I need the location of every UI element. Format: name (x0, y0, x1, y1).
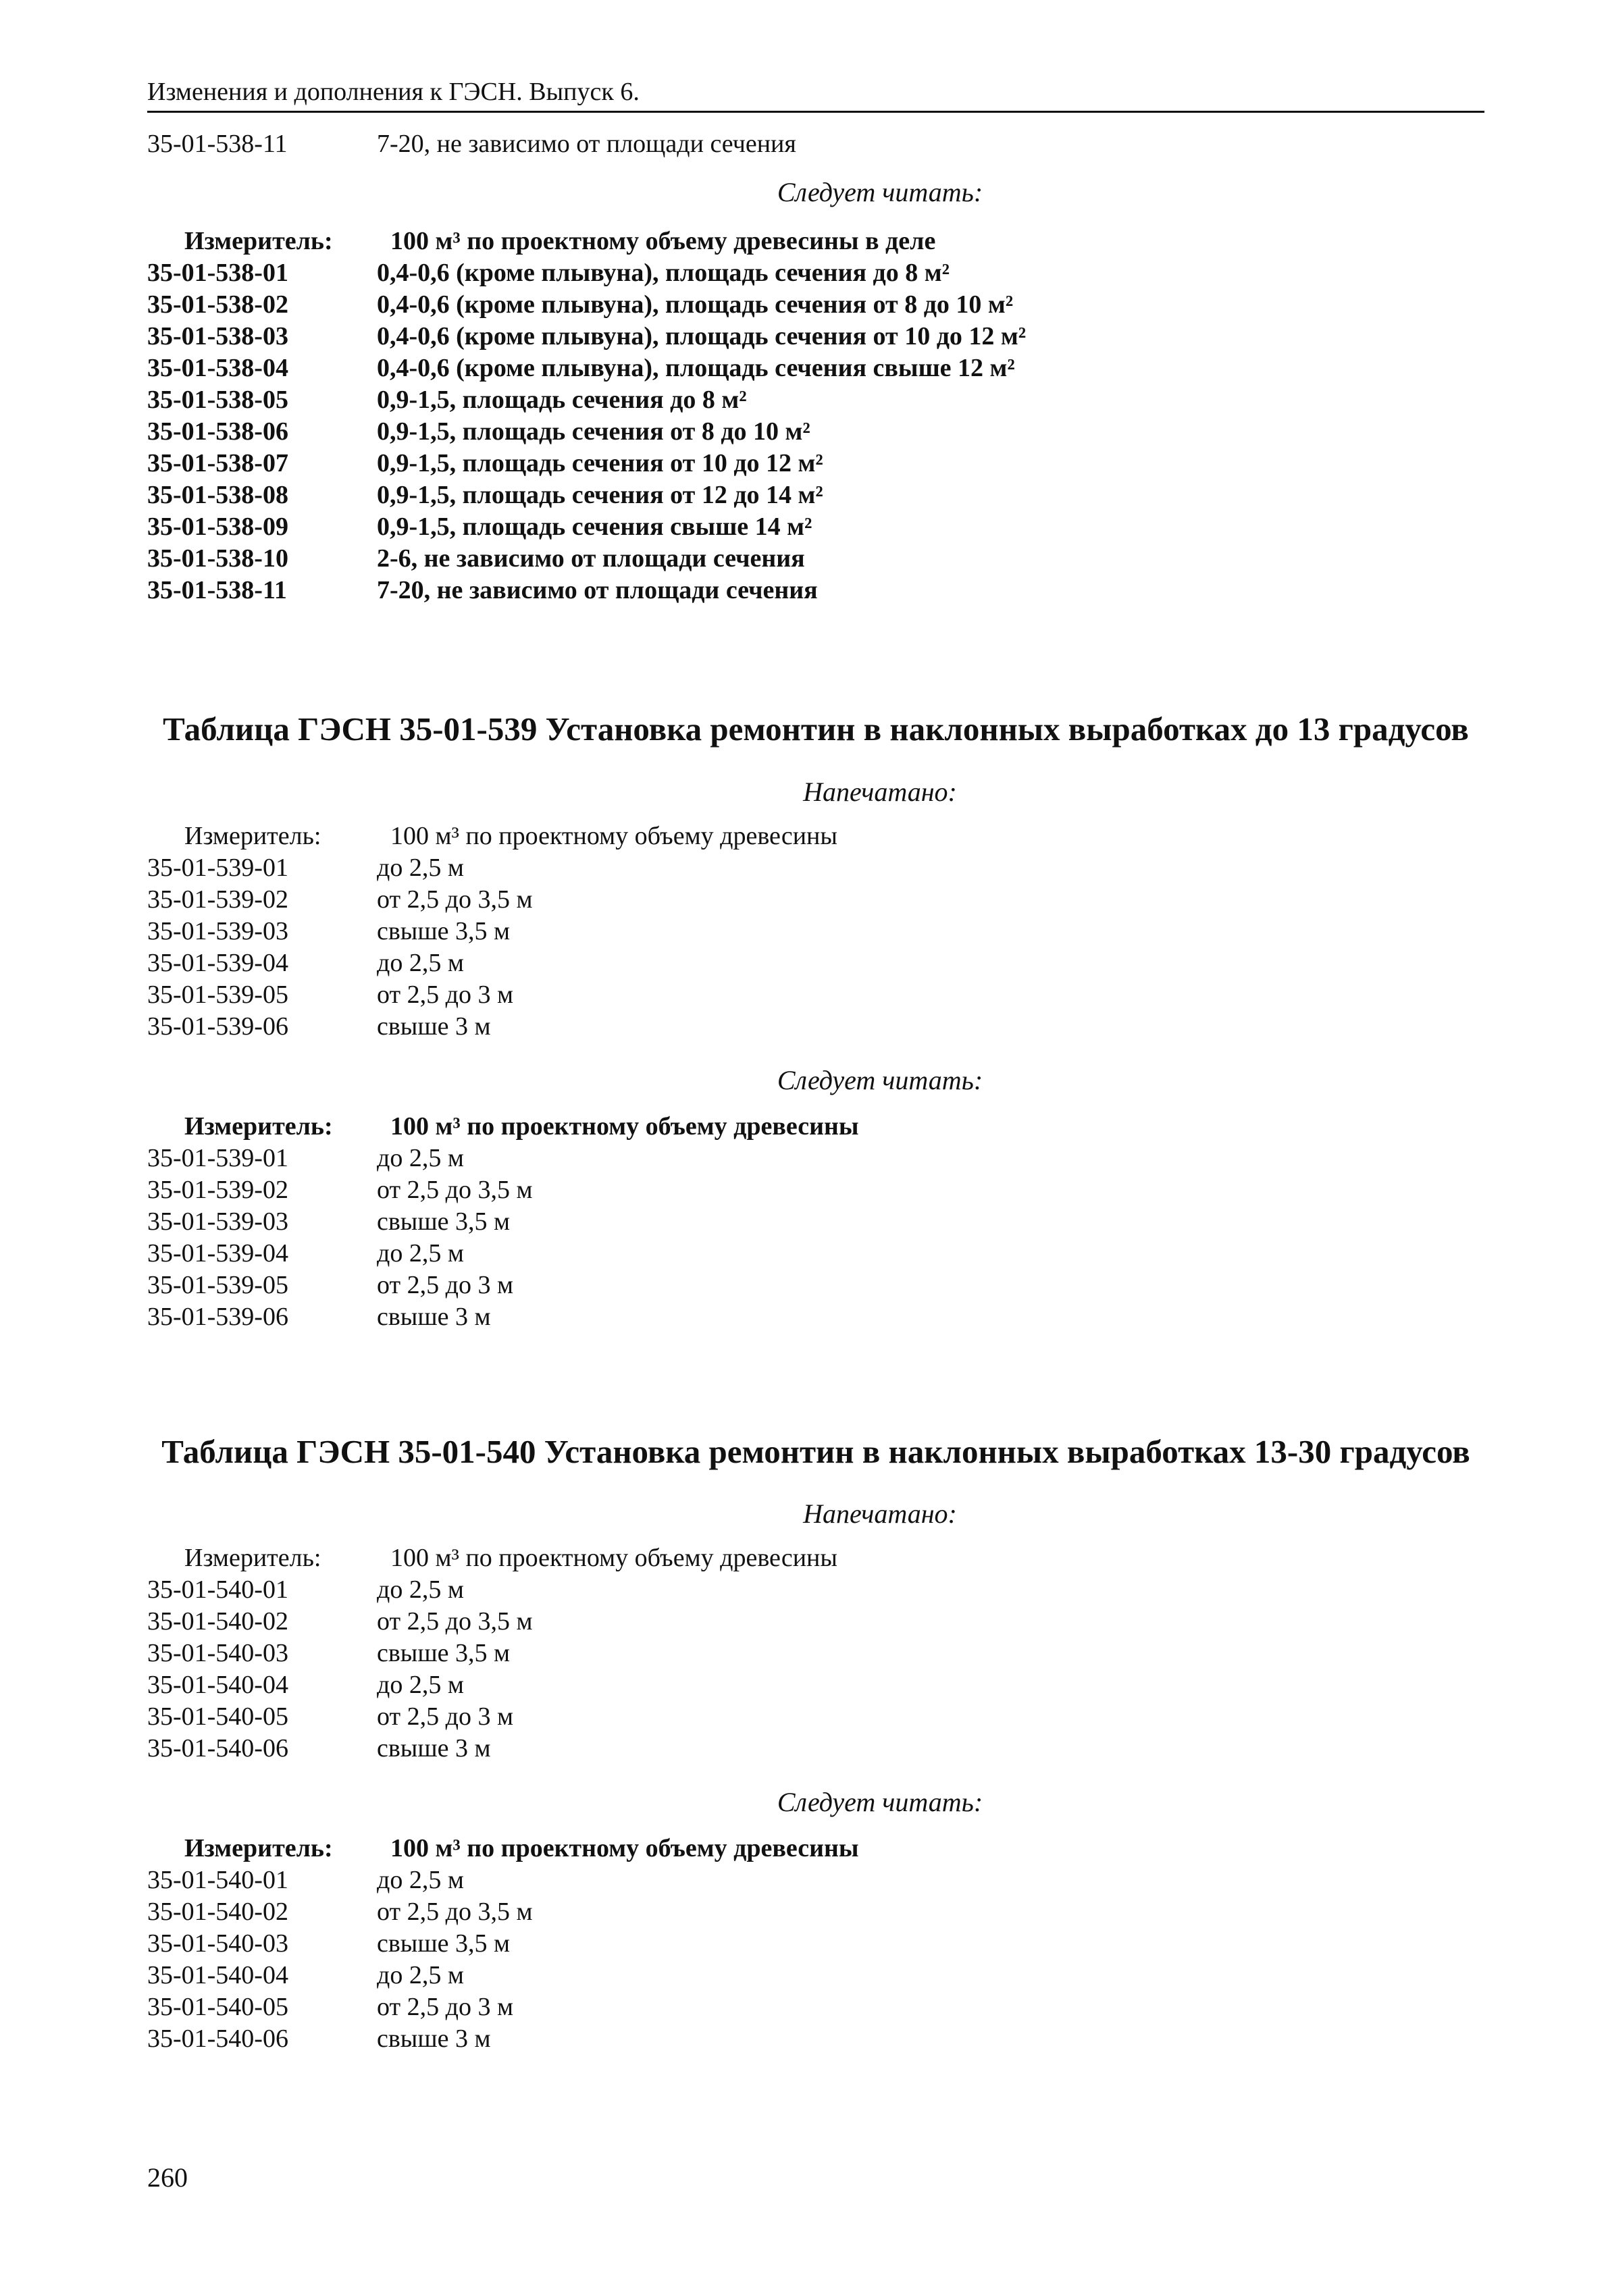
row-desc: 0,9-1,5, площадь сечения от 12 до 14 м² (377, 481, 823, 509)
measure-label: Измеритель: (184, 227, 333, 255)
row-desc: от 2,5 до 3 м (377, 1271, 513, 1299)
table-row (147, 1143, 1484, 1174)
row-desc: свыше 3,5 м (377, 1929, 511, 1958)
table-row (147, 1733, 1484, 1765)
row-code: 35-01-540-04 (147, 1961, 288, 1989)
table-row (147, 1270, 1484, 1301)
row-code: 35-01-540-02 (147, 1607, 288, 1636)
table-row (147, 321, 1484, 353)
row-code: 35-01-539-02 (147, 885, 288, 914)
row-desc: от 2,5 до 3,5 м (377, 1898, 533, 1926)
s539-printed-block (147, 820, 1484, 1043)
row-desc: свыше 3 м (377, 1303, 491, 1331)
row-desc: до 2,5 м (377, 1239, 464, 1268)
row-desc: 0,4-0,6 (кроме плывуна), площадь сечения от 8 до 10 м² (377, 290, 1014, 319)
s540-title: Таблица ГЭСН 35-01-540 Установка ремонтин в наклонных выработках 13-30 градусов (161, 1433, 1470, 1470)
row-desc: свыше 3,5 м (377, 917, 511, 945)
row-code: 35-01-538-05 (147, 386, 288, 414)
row-desc: от 2,5 до 3 м (377, 1993, 513, 2021)
table-row (147, 1669, 1484, 1701)
row-desc: 7-20, не зависимо от площади сечения (377, 130, 796, 158)
measure-value: 100 м³ по проектному объему древесины в деле (390, 227, 936, 255)
row-desc: свыше 3,5 м (377, 1639, 511, 1667)
row-desc: до 2,5 м (377, 1671, 464, 1699)
measure-row (147, 226, 1484, 257)
table-row (147, 128, 1484, 160)
row-code: 35-01-539-02 (147, 1176, 288, 1204)
table-row (147, 257, 1484, 289)
row-code: 35-01-538-03 (147, 322, 288, 350)
table-row (147, 479, 1484, 511)
page-header: Изменения и дополнения к ГЭСН. Выпуск 6. (147, 78, 640, 106)
s538-rows (147, 257, 1484, 606)
s540-printed-rows (147, 1574, 1484, 1765)
s538-read-caption: Следует читать: (777, 177, 983, 207)
s540-read-block (147, 1833, 1484, 2055)
row-code: 35-01-540-06 (147, 1734, 288, 1763)
table-row (147, 1011, 1484, 1043)
table-row (147, 1238, 1484, 1270)
table-row (147, 884, 1484, 916)
row-code: 35-01-538-09 (147, 513, 288, 541)
row-code: 35-01-539-06 (147, 1012, 288, 1041)
row-desc: 0,9-1,5, площадь сечения от 10 до 12 м² (377, 449, 823, 477)
table-row (147, 1174, 1484, 1206)
row-desc: от 2,5 до 3 м (377, 1702, 513, 1731)
table-row (147, 1301, 1484, 1333)
row-code: 35-01-538-11 (147, 130, 288, 158)
table-row (147, 1991, 1484, 2023)
row-code: 35-01-540-06 (147, 2025, 288, 2053)
measure-value: 100 м³ по проектному объему древесины (390, 822, 837, 850)
row-desc: свыше 3 м (377, 2025, 491, 2053)
row-desc: 0,9-1,5, площадь сечения до 8 м² (377, 386, 747, 414)
row-code: 35-01-539-03 (147, 917, 288, 945)
row-code: 35-01-540-03 (147, 1639, 288, 1667)
measure-row (147, 820, 1484, 852)
table-row (147, 979, 1484, 1011)
s538-printed-block (147, 128, 1484, 160)
row-code: 35-01-539-04 (147, 949, 288, 977)
s540-printed-block (147, 1542, 1484, 1765)
row-code: 35-01-540-01 (147, 1866, 288, 1894)
row-desc: от 2,5 до 3 м (377, 981, 513, 1009)
row-desc: до 2,5 м (377, 1961, 464, 1989)
row-desc: от 2,5 до 3,5 м (377, 1607, 533, 1636)
table-row (147, 1638, 1484, 1669)
row-code: 35-01-540-04 (147, 1671, 288, 1699)
s539-read-block (147, 1111, 1484, 1333)
row-code: 35-01-539-03 (147, 1207, 288, 1236)
table-row (147, 1206, 1484, 1238)
s540-read-caption: Следует читать: (777, 1787, 983, 1817)
row-code: 35-01-538-11 (147, 576, 287, 604)
table-row (147, 947, 1484, 979)
table-row (147, 916, 1484, 947)
s540-printed-caption: Напечатано: (803, 1498, 957, 1529)
s538-read-block (147, 226, 1484, 606)
table-row (147, 416, 1484, 448)
row-desc: 0,9-1,5, площадь сечения от 8 до 10 м² (377, 417, 810, 446)
row-desc: до 2,5 м (377, 1575, 464, 1604)
row-code: 35-01-538-02 (147, 290, 288, 319)
row-code: 35-01-538-07 (147, 449, 288, 477)
row-code: 35-01-540-01 (147, 1575, 288, 1604)
row-code: 35-01-539-05 (147, 1271, 288, 1299)
table-row (147, 1574, 1484, 1606)
table-row (147, 1928, 1484, 1960)
row-desc: 0,9-1,5, площадь сечения свыше 14 м² (377, 513, 812, 541)
row-desc: свыше 3 м (377, 1012, 491, 1041)
row-code: 35-01-538-04 (147, 354, 288, 382)
measure-row (147, 1833, 1484, 1864)
table-row (147, 384, 1484, 416)
row-code: 35-01-539-01 (147, 854, 288, 882)
s540-read-rows (147, 1864, 1484, 2055)
table-row (147, 448, 1484, 479)
table-row (147, 852, 1484, 884)
row-desc: от 2,5 до 3,5 м (377, 885, 533, 914)
s539-printed-caption: Напечатано: (803, 777, 957, 807)
row-code: 35-01-540-03 (147, 1929, 288, 1958)
row-code: 35-01-539-04 (147, 1239, 288, 1268)
table-row (147, 1896, 1484, 1928)
measure-value: 100 м³ по проектному объему древесины (390, 1544, 837, 1572)
measure-row (147, 1542, 1484, 1574)
row-code: 35-01-539-01 (147, 1144, 288, 1172)
table-row (147, 511, 1484, 543)
row-desc: до 2,5 м (377, 1144, 464, 1172)
measure-value: 100 м³ по проектному объему древесины (390, 1112, 859, 1141)
row-code: 35-01-540-02 (147, 1898, 288, 1926)
s539-read-rows (147, 1143, 1484, 1333)
row-desc: от 2,5 до 3,5 м (377, 1176, 533, 1204)
measure-label: Измеритель: (184, 1834, 333, 1862)
row-code: 35-01-538-10 (147, 544, 288, 573)
row-code: 35-01-538-08 (147, 481, 288, 509)
header-rule (147, 111, 1484, 113)
s539-printed-rows (147, 852, 1484, 1043)
measure-label: Измеритель: (184, 1544, 321, 1572)
table-row (147, 2023, 1484, 2055)
row-desc: до 2,5 м (377, 854, 464, 882)
measure-row (147, 1111, 1484, 1143)
table-row (147, 1606, 1484, 1638)
row-code: 35-01-539-05 (147, 981, 288, 1009)
page-number: 260 (147, 2162, 188, 2193)
measure-label: Измеритель: (184, 1112, 333, 1141)
table-row (147, 543, 1484, 575)
row-code: 35-01-538-06 (147, 417, 288, 446)
row-code: 35-01-538-01 (147, 259, 288, 287)
table-row (147, 1701, 1484, 1733)
row-desc: 0,4-0,6 (кроме плывуна), площадь сечения от 10 до 12 м² (377, 322, 1027, 350)
row-code: 35-01-540-05 (147, 1702, 288, 1731)
table-row (147, 353, 1484, 384)
row-desc: свыше 3 м (377, 1734, 491, 1763)
row-code: 35-01-540-05 (147, 1993, 288, 2021)
row-desc: свыше 3,5 м (377, 1207, 511, 1236)
row-desc: 7-20, не зависимо от площади сечения (377, 576, 818, 604)
row-desc: 0,4-0,6 (кроме плывуна), площадь сечения до 8 м² (377, 259, 950, 287)
measure-label: Измеритель: (184, 822, 321, 850)
row-desc: 2-6, не зависимо от площади сечения (377, 544, 805, 573)
table-row (147, 1864, 1484, 1896)
table-row (147, 575, 1484, 606)
measure-value: 100 м³ по проектному объему древесины (390, 1834, 859, 1862)
s539-title: Таблица ГЭСН 35-01-539 Установка ремонтин в наклонных выработках до 13 градусов (163, 710, 1469, 748)
table-row (147, 289, 1484, 321)
table-row (147, 1960, 1484, 1991)
row-code: 35-01-539-06 (147, 1303, 288, 1331)
row-desc: до 2,5 м (377, 1866, 464, 1894)
s539-read-caption: Следует читать: (777, 1065, 983, 1095)
row-desc: до 2,5 м (377, 949, 464, 977)
row-desc: 0,4-0,6 (кроме плывуна), площадь сечения свыше 12 м² (377, 354, 1015, 382)
